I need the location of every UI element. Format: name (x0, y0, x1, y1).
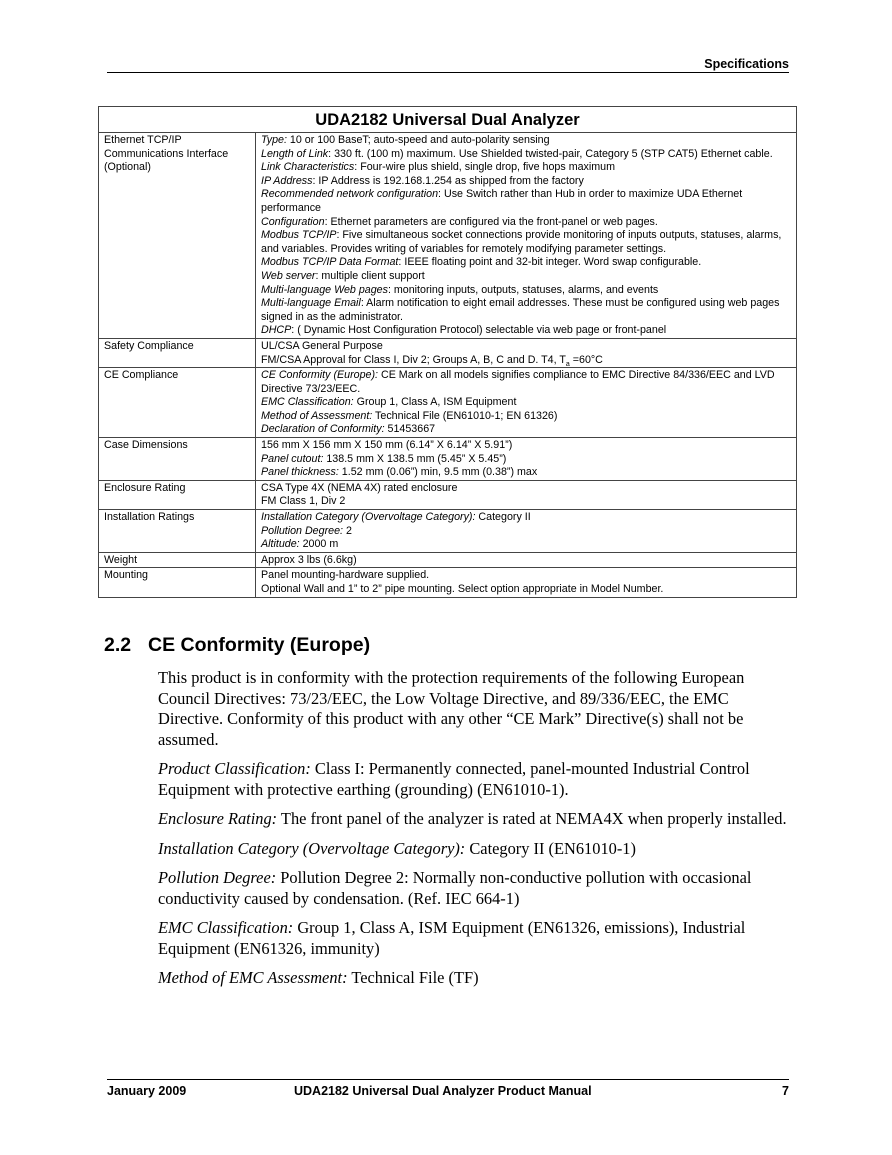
spec-value (256, 480, 797, 509)
spec-text: Approx 3 lbs (6.6kg) (261, 553, 357, 566)
spec-line (261, 482, 791, 496)
spec-label: Weight (99, 552, 256, 568)
spec-text: : Alarm notification to eight email addresses. These must be configured using web pages signed in as the administrator. (261, 297, 780, 323)
spec-line (261, 396, 791, 410)
section-title: CE Conformity (Europe) (148, 634, 371, 656)
spec-text: : multiple client support (315, 269, 425, 282)
spec-term: Configuration (261, 215, 325, 228)
footer-title: UDA2182 Universal Dual Analyzer Product Manual (294, 1084, 592, 1098)
paragraph-text: Pollution Degree 2: Normally non-conductive pollution with occasional conductivity caused by condensation. (Ref. IEC 664-1) (158, 868, 752, 908)
spec-line (261, 466, 791, 480)
spec-term: Link Characteristics (261, 161, 355, 174)
spec-text: : monitoring inputs, outputs, statuses, alarms, and events (387, 283, 659, 296)
spec-label: Safety Compliance (99, 338, 256, 367)
paragraph-term: Pollution Degree: (158, 868, 277, 887)
spec-term: CE Conformity (Europe): (261, 369, 379, 382)
spec-row (99, 338, 797, 367)
spec-row (99, 568, 797, 597)
spec-line (261, 538, 791, 552)
spec-text: : Ethernet parameters are configured via the front-panel or web pages. (324, 215, 658, 228)
paragraph-text: The front panel of the analyzer is rated at NEMA4X when properly installed. (277, 809, 787, 828)
paragraph-text: Group 1, Class A, ISM Equipment (EN61326, emissions), Industrial Equipment (EN61326, immunity) (158, 918, 746, 958)
spec-term: Altitude: (261, 538, 300, 551)
spec-term: Multi-language Web pages (261, 283, 388, 296)
spec-text: 138.5 mm X 138.5 mm (5.45” X 5.45”) (323, 452, 507, 465)
spec-row (99, 438, 797, 481)
spec-text: 2 (343, 524, 352, 537)
spec-value (256, 133, 797, 339)
paragraph-text: Technical File (TF) (347, 968, 479, 987)
spec-line (261, 569, 791, 583)
spec-text: Category II (475, 511, 531, 524)
spec-term: Installation Category (Overvoltage Category): (261, 511, 476, 524)
spec-term: Modbus TCP/IP Data Format (261, 256, 399, 269)
spec-term: Recommended network configuration (261, 188, 439, 201)
page-number: 7 (782, 1084, 789, 1098)
spec-line (261, 495, 791, 509)
paragraph-term: EMC Classification: (158, 918, 294, 937)
spec-row (99, 368, 797, 438)
spec-term: Panel thickness: (261, 466, 339, 479)
page-header (107, 56, 789, 73)
body-paragraph (158, 839, 790, 860)
spec-text: 51453667 (384, 423, 436, 436)
spec-term: Web server (261, 269, 316, 282)
spec-label: Ethernet TCP/IP Communications Interface (Optional) (99, 133, 256, 339)
paragraph-text: Class I: Permanently connected, panel-mounted Industrial Control Equipment with protective earthing (grounding) (EN61010-1). (158, 759, 750, 799)
body-paragraph (158, 968, 790, 989)
body-paragraph (158, 809, 790, 830)
header-section-label: Specifications (704, 57, 789, 71)
spec-text: Optional Wall and 1” to 2” pipe mounting. Select option appropriate in Model Number. (261, 583, 664, 595)
spec-value (256, 552, 797, 568)
section-body (158, 668, 790, 998)
spec-table-title: UDA2182 Universal Dual Analyzer (99, 107, 797, 133)
spec-label: Enclosure Rating (99, 480, 256, 509)
spec-term: IP Address (261, 174, 313, 187)
spec-row (99, 510, 797, 553)
body-paragraph (158, 759, 790, 800)
spec-line (261, 511, 791, 525)
spec-term: Length of Link (261, 147, 329, 160)
spec-text: Group 1, Class A, ISM Equipment (353, 396, 517, 409)
spec-line (261, 216, 791, 230)
spec-value (256, 438, 797, 481)
body-paragraph (158, 868, 790, 909)
spec-text: CSA Type 4X (NEMA 4X) rated enclosure (261, 481, 458, 494)
spec-label: CE Compliance (99, 368, 256, 438)
spec-term: Panel cutout: (261, 452, 324, 465)
spec-value (256, 338, 797, 367)
spec-text: Panel mounting-hardware supplied. (261, 569, 430, 582)
spec-text: : IP Address is 192.168.1.254 as shipped from the factory (312, 174, 584, 187)
paragraph-text: This product is in conformity with the protection requirements of the following European Council Directives: 73/23/EEC, the Low Voltage Directive, and 89/336/EEC, the EMC Directive. Conformity of this product with any other “CE Mark” Directive(s) shall not be assumed. (158, 668, 745, 749)
spec-text: : Use Switch rather than Hub in order to maximize UDA Ethernet performance (261, 188, 743, 214)
spec-text: : Four-wire plus shield, single drop, five hops maximum (354, 161, 616, 174)
spec-value (256, 510, 797, 553)
paragraph-term: Installation Category (Overvoltage Category): (158, 838, 466, 858)
paragraph-term: Product Classification: (158, 759, 311, 778)
spec-text: 2000 m (299, 538, 339, 551)
spec-text: : Five simultaneous socket connections provide monitoring of inputs outputs, statuses, alarms, and variables. Provides writing of variables for remotely modifying parameter settings. (261, 229, 782, 255)
spec-value (256, 368, 797, 438)
paragraph-term: Method of EMC Assessment: (158, 968, 348, 987)
spec-text-after: =60°C (569, 353, 603, 366)
paragraph-term: Enclosure Rating: (158, 809, 278, 828)
spec-text: UL/CSA General Purpose (261, 339, 383, 352)
spec-term: Method of Assessment: (261, 409, 373, 422)
spec-line (261, 256, 791, 270)
spec-term: Declaration of Conformity: (261, 423, 385, 436)
page-footer (107, 1079, 789, 1098)
spec-text: FM Class 1, Div 2 (261, 495, 346, 508)
spec-term: Modbus TCP/IP (261, 229, 337, 242)
spec-text: : IEEE floating point and 32-bit integer. Word swap configurable. (398, 256, 702, 269)
spec-line (261, 340, 791, 354)
spec-label: Mounting (99, 568, 256, 597)
body-paragraph (158, 668, 790, 750)
spec-term: DHCP (261, 324, 292, 337)
spec-subscript: a (565, 360, 570, 368)
spec-line (261, 554, 791, 568)
spec-text: 1.52 mm (0.06”) min, 9.5 mm (0.38”) max (338, 466, 538, 479)
spec-term: Type: (261, 134, 287, 146)
spec-row (99, 133, 797, 339)
spec-line (261, 188, 791, 215)
spec-line (261, 134, 791, 148)
spec-label: Case Dimensions (99, 438, 256, 481)
spec-line (261, 324, 791, 338)
spec-term: EMC Classification: (261, 396, 354, 409)
spec-term: Pollution Degree: (261, 524, 343, 537)
spec-line (261, 354, 791, 368)
spec-term: Multi-language Email (261, 297, 361, 310)
spec-line (261, 148, 791, 162)
spec-text: 10 or 100 BaseT; auto-speed and auto-polarity sensing (286, 134, 550, 146)
spec-text: 156 mm X 156 mm X 150 mm (6.14” X 6.14” X 5.91”) (261, 439, 513, 452)
spec-text: : ( Dynamic Host Configuration Protocol) selectable via web page or front-panel (291, 324, 667, 337)
spec-line (261, 284, 791, 298)
spec-line (261, 297, 791, 324)
spec-line (261, 175, 791, 189)
spec-row (99, 480, 797, 509)
spec-line (261, 453, 791, 467)
spec-text: CE Mark on all models signifies compliance to EMC Directive 84/336/EEC and LVD Directive 73/23/EEC. (261, 369, 775, 395)
spec-table (98, 106, 797, 598)
paragraph-text: Category II (EN61010-1) (465, 838, 636, 858)
spec-table-body (99, 133, 797, 598)
spec-line (261, 583, 791, 597)
footer-date: January 2009 (107, 1084, 187, 1098)
spec-line (261, 525, 791, 539)
spec-line (261, 410, 791, 424)
spec-line (261, 439, 791, 453)
spec-line (261, 229, 791, 256)
section-heading (104, 634, 370, 657)
spec-line (261, 161, 791, 175)
spec-line (261, 270, 791, 284)
section-number: 2.2 (104, 634, 132, 656)
spec-text: : 330 ft. (100 m) maximum. Use Shielded twisted-pair, Category 5 (STP CAT5) Ethernet cable. (328, 147, 773, 160)
spec-text: FM/CSA Approval for Class I, Div 2; Groups A, B, C and D. T4, T (261, 353, 566, 366)
spec-label: Installation Ratings (99, 510, 256, 553)
spec-line (261, 369, 791, 396)
spec-value (256, 568, 797, 597)
spec-line (261, 423, 791, 437)
body-paragraph (158, 918, 790, 959)
spec-text: Technical File (EN61010-1; EN 61326) (372, 409, 558, 422)
spec-row (99, 552, 797, 568)
